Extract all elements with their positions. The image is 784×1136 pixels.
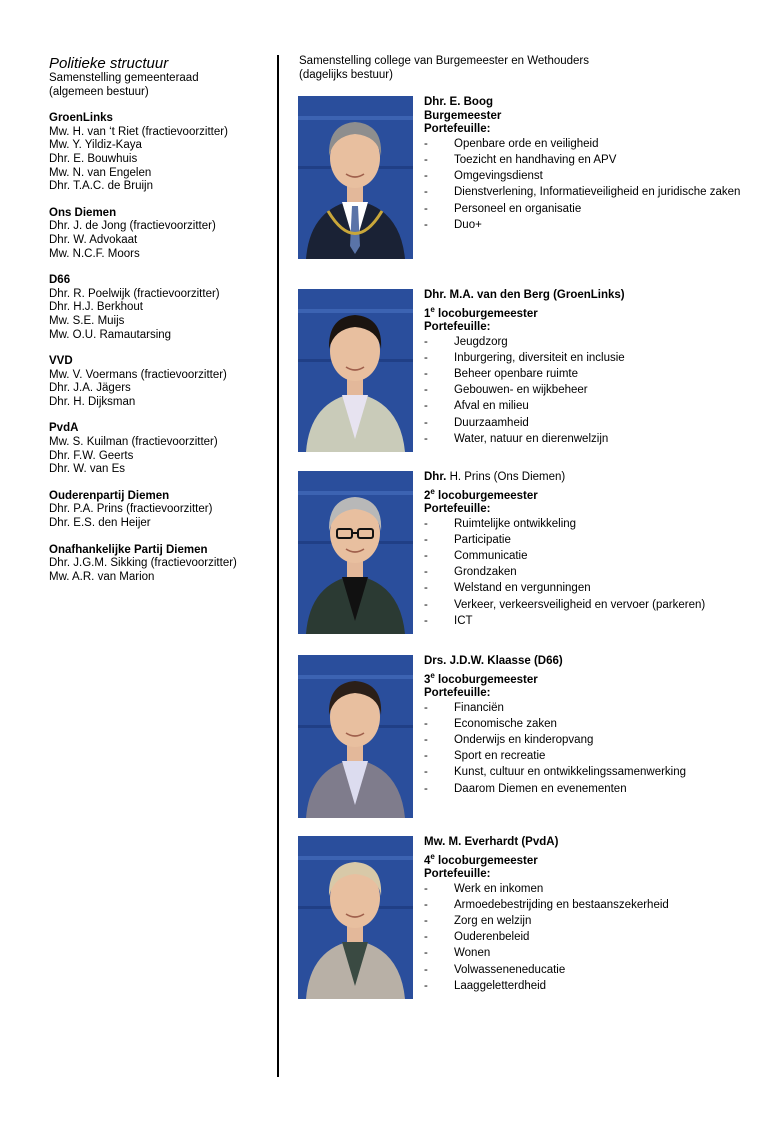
portfolio-item: - Duurzaamheid: [424, 417, 754, 431]
member-name-bold: Dhr.: [424, 471, 447, 483]
portfolio-list: [424, 883, 754, 994]
council-member: Mw. N. van Engelen: [49, 166, 152, 179]
party-block: [49, 422, 269, 476]
member-info: [424, 836, 754, 996]
member-role-main: 2: [424, 489, 431, 502]
council-subtitle-line-1: Samenstelling gemeenteraad: [49, 72, 199, 84]
member-role-main: 4: [424, 854, 431, 867]
portfolio-item: - Wonen: [424, 947, 754, 961]
portfolio-item: - Personeel en organisatie: [424, 203, 754, 217]
member-role-suffix: locoburgemeester: [434, 489, 538, 502]
portfolio-item: - Welstand en vergunningen: [424, 582, 754, 596]
member-name-bold: Dhr. E. Boog: [424, 96, 493, 108]
party-block: [49, 355, 269, 409]
member-info: [424, 96, 754, 235]
party-list: [49, 112, 269, 584]
portfolio-item: - Volwasseneneducatie: [424, 964, 754, 978]
member-role: [424, 303, 754, 321]
portfolio-item: - Afval en milieu: [424, 400, 754, 414]
portfolio-label: Portefeuille:: [424, 687, 491, 700]
portfolio-item: - Ruimtelijke ontwikkeling: [424, 518, 754, 532]
party-name: Ouderenpartij Diemen: [49, 489, 170, 502]
portfolio-item: - Grondzaken: [424, 566, 754, 580]
council-member: Dhr. W. Advokaat: [49, 233, 138, 246]
portfolio-list: [424, 518, 754, 629]
portfolio-item: - Financiën: [424, 702, 754, 716]
portfolio-label: Portefeuille:: [424, 321, 491, 334]
portfolio-item: - Duo+: [424, 219, 754, 233]
portfolio-item: - ICT: [424, 615, 754, 629]
party-block: [49, 274, 269, 342]
council-member: Dhr. R. Poelwijk (fractievoorzitter): [49, 287, 220, 300]
party-name: VVD: [49, 355, 73, 368]
portfolio-item: - Onderwijs en kinderopvang: [424, 734, 754, 748]
council-member: Dhr. J.G.M. Sikking (fractievoorzitter): [49, 557, 237, 570]
council-member: Mw. S. Kuilman (fractievoorzitter): [49, 436, 218, 449]
member-name: [424, 471, 754, 485]
party-name: D66: [49, 274, 71, 287]
council-member: Mw. V. Voermans (fractievoorzitter): [49, 368, 227, 381]
portfolio-item: - Water, natuur en dierenwelzijn: [424, 433, 754, 447]
portfolio-item: - Ouderenbeleid: [424, 931, 754, 945]
member-role-suffix: locoburgemeester: [434, 307, 538, 320]
council-subtitle-line-2: (algemeen bestuur): [49, 85, 149, 98]
portfolio-item: - Werk en inkomen: [424, 883, 754, 897]
council-member: Dhr. H.J. Berkhout: [49, 301, 143, 314]
council-member: Mw. H. van ‘t Riet (fractievoorzitter): [49, 125, 228, 138]
member-role-ordinal: e: [430, 486, 435, 496]
council-member: Mw. A.R. van Marion: [49, 570, 155, 583]
party-block: [49, 207, 269, 261]
member-role-main: 3: [424, 673, 431, 686]
portfolio-item: - Verkeer, verkeersveiligheid en vervoer (parkeren): [424, 599, 754, 613]
member-role-ordinal: e: [430, 851, 435, 861]
portfolio-item: - Inburgering, diversiteit en inclusie: [424, 352, 754, 366]
portfolio-list: [424, 138, 754, 233]
council-member: Dhr. J. de Jong (fractievoorzitter): [49, 220, 216, 233]
column-divider: [277, 55, 279, 1077]
portfolio-label: Portefeuille:: [424, 503, 491, 516]
member-name-rest: H. Prins (Ons Diemen): [446, 471, 566, 483]
portfolio-item: - Economische zaken: [424, 718, 754, 732]
member-role: [424, 110, 754, 124]
council-member: Dhr. E. Bouwhuis: [49, 152, 138, 165]
portfolio-item: - Beheer openbare ruimte: [424, 368, 754, 382]
portfolio-item: - Dienstverlening, Informatieveiligheid en juridische zaken: [424, 186, 754, 200]
portrait-photo: [298, 836, 413, 999]
member-role-main: 1: [424, 307, 431, 320]
member-name-bold: Mw. M. Everhardt (PvdA): [424, 836, 559, 848]
portrait-photo: [298, 96, 413, 259]
member-name: [424, 96, 754, 110]
portfolio-item: - Toezicht en handhaving en APV: [424, 154, 754, 168]
member-name-bold: Drs. J.D.W. Klaasse (D66): [424, 655, 563, 667]
party-name: PvdA: [49, 422, 79, 435]
portfolio-item: - Jeugdzorg: [424, 336, 754, 350]
portfolio-label: Portefeuille:: [424, 868, 491, 881]
portfolio-item: - Zorg en welzijn: [424, 915, 754, 929]
portrait-photo: [298, 289, 413, 452]
council-member: Mw. S.E. Muijs: [49, 314, 125, 327]
college-heading-line-2: (dagelijks bestuur): [299, 68, 393, 81]
member-name-bold: Dhr. M.A. van den Berg (GroenLinks): [424, 289, 625, 301]
party-name: GroenLinks: [49, 112, 113, 125]
council-member: Dhr. E.S. den Heijer: [49, 517, 151, 530]
council-member: Mw. N.C.F. Moors: [49, 247, 140, 260]
portfolio-item: - Kunst, cultuur en ontwikkelingssamenwerking: [424, 766, 754, 780]
council-member: Dhr. F.W. Geerts: [49, 449, 134, 462]
council-member: Dhr. P.A. Prins (fractievoorzitter): [49, 503, 213, 516]
portfolio-item: - Omgevingsdienst: [424, 170, 754, 184]
member-role-main: Burgemeester: [424, 109, 502, 122]
party-block: [49, 490, 269, 531]
portfolio-item: - Laaggeletterdheid: [424, 980, 754, 994]
party-name: Onafhankelijke Partij Diemen: [49, 543, 208, 556]
member-role: [424, 850, 754, 868]
member-role-ordinal: e: [430, 670, 435, 680]
member-role: [424, 669, 754, 687]
college-heading-line-1: Samenstelling college van Burgemeester en Wethouders: [299, 55, 590, 67]
portfolio-list: [424, 702, 754, 797]
council-member: Mw. O.U. Ramautarsing: [49, 328, 172, 341]
party-block: [49, 112, 269, 194]
council-member: Dhr. T.A.C. de Bruijn: [49, 180, 153, 193]
member-role-suffix: locoburgemeester: [434, 673, 538, 686]
member-role-ordinal: e: [430, 304, 435, 314]
portfolio-item: - Openbare orde en veiligheid: [424, 138, 754, 152]
council-member: Dhr. H. Dijksman: [49, 395, 136, 408]
member-role-suffix: locoburgemeester: [434, 854, 538, 867]
portfolio-item: - Communicatie: [424, 550, 754, 564]
member-info: [424, 655, 754, 799]
council-member: Mw. Y. Yildiz-Kaya: [49, 139, 142, 152]
portfolio-label: Portefeuille:: [424, 123, 491, 136]
party-block: [49, 544, 269, 585]
council-column: [49, 55, 269, 584]
council-member: Dhr. W. van Es: [49, 463, 126, 476]
portfolio-item: - Participatie: [424, 534, 754, 548]
portfolio-item: - Daarom Diemen en evenementen: [424, 783, 754, 797]
member-name: [424, 655, 754, 669]
member-info: [424, 289, 754, 449]
member-role: [424, 485, 754, 503]
page-title: Politieke structuur: [49, 55, 169, 72]
member-name: [424, 289, 754, 303]
party-name: Ons Diemen: [49, 206, 117, 219]
portfolio-list: [424, 336, 754, 447]
portrait-photo: [298, 471, 413, 634]
portfolio-item: - Gebouwen- en wijkbeheer: [424, 384, 754, 398]
portrait-photo: [298, 655, 413, 818]
portfolio-item: - Sport en recreatie: [424, 750, 754, 764]
council-member: Dhr. J.A. Jägers: [49, 382, 131, 395]
member-info: [424, 471, 754, 631]
college-heading: [299, 55, 589, 82]
member-name: [424, 836, 754, 850]
portfolio-item: - Armoedebestrijding en bestaanszekerheid: [424, 899, 754, 913]
